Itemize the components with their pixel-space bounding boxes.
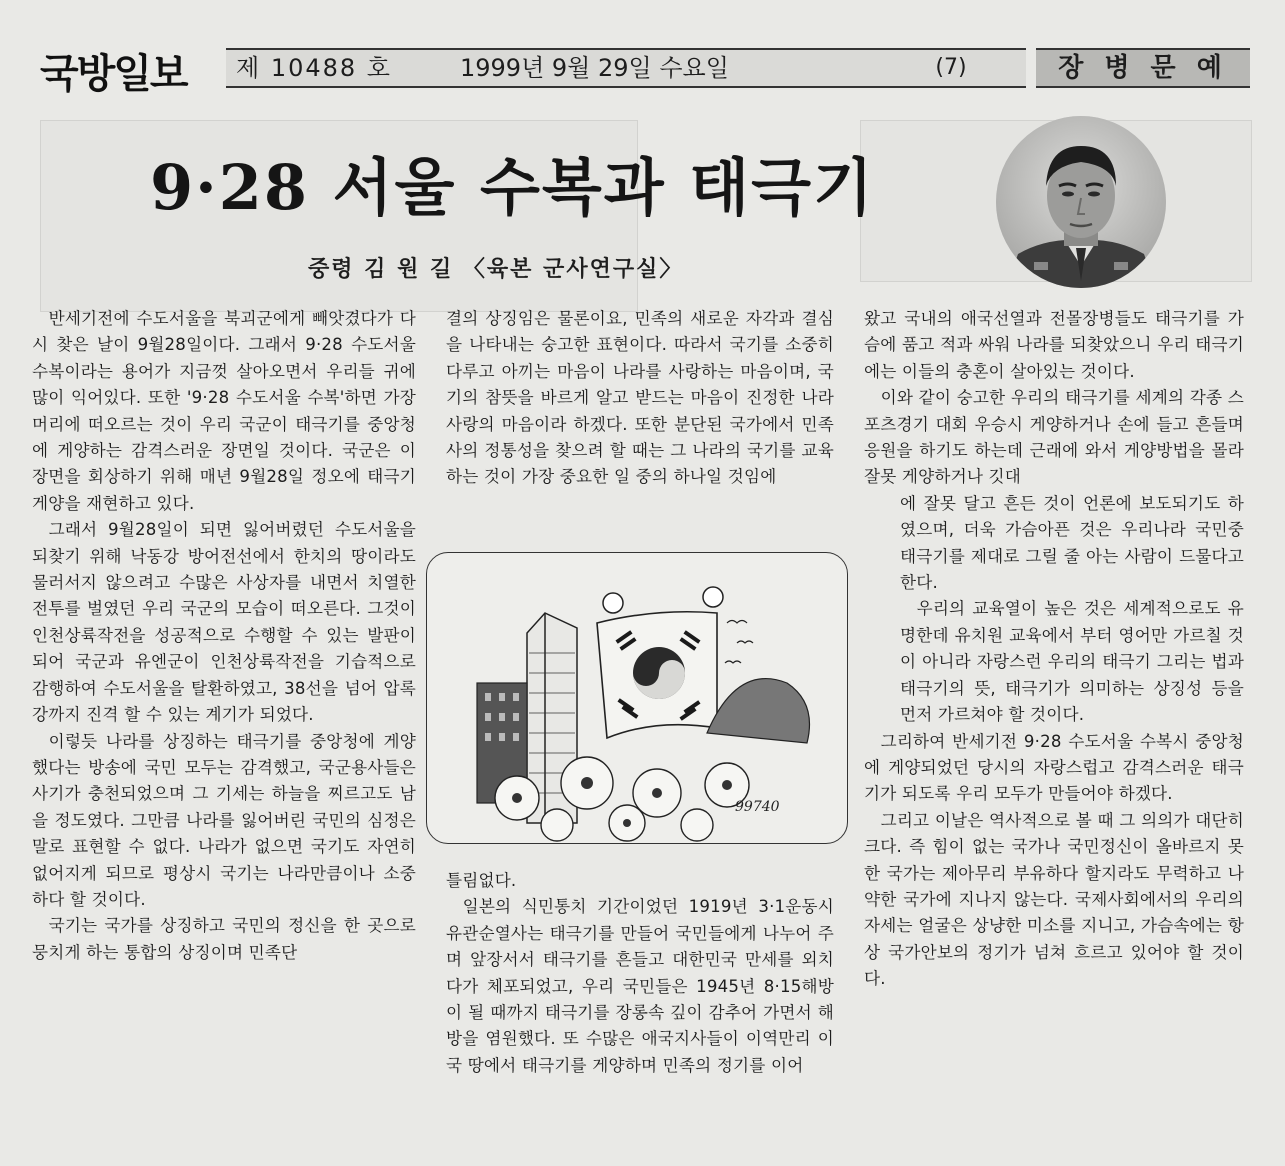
wrapped-text-block [900, 491, 1244, 729]
paragraph: 그리고 이날은 역사적으로 볼 때 그 의의가 대단히 크다. 즉 힘이 없는 국가나 국민정신이 올바르지 못 한 국가는 제아무리 부유하다 할지라도 무력하고 나약한 국가에 지나지 않는다. 국제사회에서의 우리의 자세는 얼굴은 상냥한 미소를 지니고, 가슴속에는 항상 국가안보의 정기가 넘쳐 흐르고 있어야 할 것이다. [864, 810, 1244, 989]
issue-number: 제 10488 호 [226, 48, 446, 88]
paragraph: 에 잘못 달고 흔든 것이 언론에 보도되기도 하였으며, 더욱 가슴아픈 것은 우리나라 국민중 태극기를 제대로 그릴 줄 아는 사람이 드물다고 한다. [900, 493, 1244, 593]
paragraph: 틀림없다. [446, 871, 517, 890]
article-headline: 9·28 서울 수복과 태극기 [150, 151, 875, 224]
paragraph: 결의 상징임은 물론이요, 민족의 새로운 자각과 결심을 나타내는 숭고한 표현이다. 따라서 국기를 소중히 다루고 아끼는 마음이 나라를 사랑하는 마음이며, 국기의 참뜻을 바르게 알고 받드는 마음이 진정한 나라사랑의 마음이라 하겠다. 또한 분단된 국가에서 민족사의 정통성을 찾으려 할 때는 그 나라의 국기를 교육하는 것이 가장 중요한 일 중의 하나일 것임에 [446, 309, 834, 487]
paragraph: 일본의 식민통치 기간이었던 1919년 3·1운동시 유관순열사는 태극기를 만들어 국민들에게 나누어 주며 앞장서서 태극기를 흔들고 대한민국 만세를 외치다가 체포되었고, 우리 국민들은 1945년 8·15해방이 될 때까지 태극기를 장롱속 깊이 감추어 가면서 해방을 염원했다. 또 수많은 애국지사들이 이역만리 이국 땅에서 태극기를 게양하며 민족의 정기를 이어 [446, 897, 834, 1075]
author-portrait [996, 116, 1166, 288]
paragraph: 국기는 국가를 상징하고 국민의 정신을 한 곳으로 뭉치게 하는 통합의 상징이며 민족단 [32, 916, 416, 962]
masthead [40, 42, 1250, 97]
taegukgi-illustration [426, 552, 848, 844]
paragraph: 그리하여 반세기전 9·28 수도서울 수복시 중앙청에 게양되었던 당시의 자랑스럽고 감격스러운 태극기가 되도록 우리 모두가 만들어야 하겠다. [864, 731, 1244, 804]
publication-date: 1999년 9월 29일 수요일 [446, 48, 880, 88]
illustration-drawing [427, 553, 847, 843]
article-column-1 [32, 306, 416, 966]
paragraph: 왔고 국내의 애국선열과 전몰장병들도 태극기를 가슴에 품고 적과 싸워 나라를 되찾았으니 우리 태극기에는 이들의 충혼이 살아있는 것이다. [864, 309, 1244, 381]
paragraph: 반세기전에 수도서울을 북괴군에게 빼앗겼다가 다시 찾은 날이 9월28일이다. 그래서 9·28 수도서울 수복이라는 용어가 지금껏 살아오면서 우리들 귀에 많이 익어있다. 또한 '9·28 수도서울 수복'하면 가장 머리에 떠오르는 것이 우리 국군이 태극기를 중앙청에 게양하는 감격스러운 장면일 것이다. 국군은 이 장면을 회상하기 위해 매년 9월28일 정오에 태극기 게양을 재현하고 있다. [32, 309, 416, 513]
portrait-drawing [996, 116, 1166, 288]
page-number: (7) [876, 48, 1026, 88]
section-title: 장 병 문 예 [1036, 48, 1250, 88]
illustrator-signature: 99740 [735, 799, 780, 815]
paragraph: 이렇듯 나라를 상징하는 태극기를 중앙청에 게양했다는 방송에 국민 모두는 감격했고, 국군용사들은 사기가 충천되었으며 그 기세는 하늘을 찌르고도 남을 정도였다. 그만큼 나라를 잃어버린 국민의 심정은 말로 표현할 수 없다. 나라가 없으면 국기도 자연히 없어지게 되므로 평상시 국기는 나라만큼이나 소중하다 할 것이다. [32, 731, 416, 909]
paragraph: 이와 같이 숭고한 우리의 태극기를 세계의 각종 스포츠경기 대회 우승시 게양하거나 손에 들고 흔들며 응원을 하기도 하는데 근래에 와서 게양방법을 몰라 잘못 게양하거나 깃대 [864, 388, 1244, 487]
article-byline: 중령 김 원 길 〈육본 군사연구실〉 [308, 257, 684, 282]
article-column-2-top [446, 306, 834, 491]
article-column-2-bottom [446, 868, 834, 1079]
paragraph: 우리의 교육열이 높은 것은 세계적으로도 유명한데 유치원 교육에서 부터 영어만 가르칠 것이 아니라 자랑스런 우리의 태극기 그리는 법과 태극기의 뜻, 태극기가 의미하는 상징성 등을 먼저 가르쳐야 할 것이다. [900, 599, 1244, 725]
paragraph: 그래서 9월28일이 되면 잃어버렸던 수도서울을 되찾기 위해 낙동강 방어전선에서 한치의 땅이라도 물러서지 않으려고 수많은 사상자를 내면서 치열한 전투를 벌였던 우리 국군의 모습이 떠오른다. 그것이 인천상륙작전을 성공적으로 수행할 수 있는 발판이 되어 국군과 유엔군이 인천상륙작전을 기습적으로 감행하여 수도서울을 탈환하였고, 38선을 넘어 압록강까지 진격 할 수 있는 계기가 되었다. [32, 520, 416, 725]
article-column-3 [864, 306, 1244, 993]
paper-name: 국방일보 [40, 51, 187, 97]
